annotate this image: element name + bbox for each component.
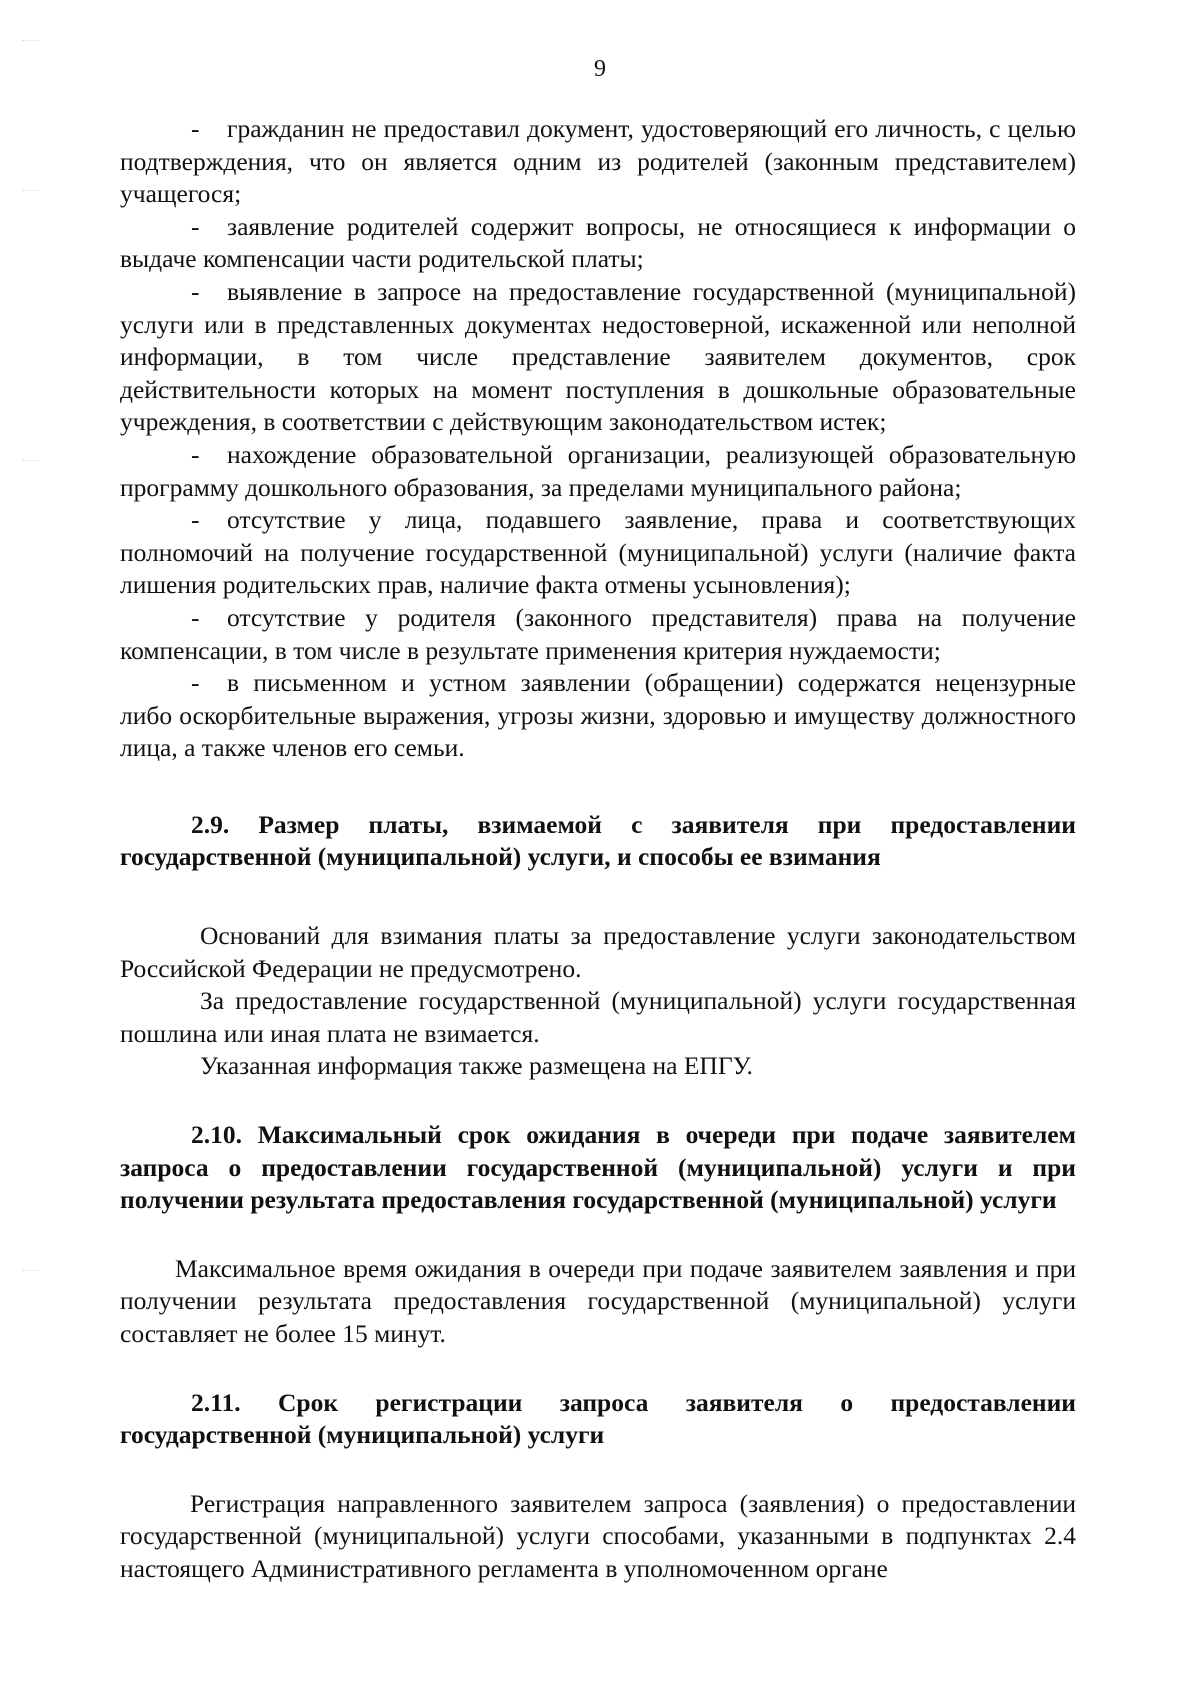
- list-item-text: заявление родителей содержит вопросы, не относящиеся к информации о выдаче компенсации части родительской платы;: [120, 211, 1076, 274]
- bullet-dash: -: [191, 439, 200, 469]
- spacer: [120, 1217, 1076, 1253]
- list-item: [120, 439, 1076, 504]
- spacer: [120, 765, 1076, 809]
- section-heading-2-9: 2.9. Размер платы, взимаемой с заявителя при предоставлении государственной (муниципальной) услуги, и способы ее взимания: [120, 809, 1076, 872]
- paragraph: Регистрация направленного заявителем запроса (заявления) о предоставлении государственной (муниципальной) услуги способами, указанными в подпунктах 2.4 настоящего Административного регламента в уполномоченном органе: [120, 1488, 1076, 1583]
- scan-artifact: [22, 460, 40, 471]
- bullet-dash: -: [191, 211, 200, 241]
- list-item: [120, 276, 1076, 439]
- list-item: [120, 211, 1076, 276]
- bullet-dash: -: [191, 276, 200, 306]
- list-item-text: нахождение образовательной организации, реализующей образовательную программу дошкольного образования, за пределами муниципального района;: [120, 439, 1076, 502]
- list-item: [120, 504, 1076, 602]
- spacer: [120, 1351, 1076, 1387]
- spacer: [120, 874, 1076, 920]
- bullet-dash: -: [191, 114, 200, 143]
- scan-artifact: [22, 1270, 40, 1281]
- list-item: [120, 113, 1076, 211]
- document-body: [120, 113, 1076, 1586]
- section-heading-2-11: 2.11. Срок регистрации запроса заявителя о предоставлении государственной (муниципальной) услуги: [120, 1387, 1076, 1450]
- bullet-dash: -: [191, 602, 200, 632]
- scan-artifact: [22, 40, 40, 51]
- list-item: [120, 602, 1076, 667]
- list-item-text: гражданин не предоставил документ, удостоверяющий его личность, с целью подтверждения, что он является одним из родителей (законным представителем) учащегося;: [120, 114, 1076, 209]
- paragraph: Максимальное время ожидания в очереди при подаче заявителем заявления и при получении результата предоставления государственной (муниципальной) услуги составляет не более 15 минут.: [120, 1253, 1076, 1348]
- section-heading-2-10: 2.10. Максимальный срок ожидания в очереди при подаче заявителем запроса о предоставлении государственной (муниципальной) услуги и при получении результата предоставления государственной (муниципальной) услуги: [120, 1120, 1076, 1215]
- paragraph: За предоставление государственной (муниципальной) услуги государственная пошлина или иная плата не взимается.: [120, 986, 1076, 1048]
- paragraph: Оснований для взимания платы за предоставление услуги законодательством Российской Федерации не предусмотрено.: [120, 921, 1076, 983]
- scan-artifact: [22, 190, 40, 201]
- bullet-dash: -: [191, 505, 200, 535]
- bullet-dash: -: [191, 668, 200, 698]
- list-item-text: в письменном и устном заявлении (обращении) содержатся нецензурные либо оскорбительные выражения, угрозы жизни, здоровью и имуществу должностного лица, а также членов его семьи.: [120, 668, 1076, 763]
- list-item: [120, 667, 1076, 765]
- list-item-text: выявление в запросе на предоставление государственной (муниципальной) услуги или в представленных документах недостоверной, искаженной или неполной информации, в том числе представление заявителем документов, срок действительности которых на момент поступления в дошкольные образовательные учреждения, в соответствии с действующим законодательством истек;: [120, 276, 1076, 437]
- spacer: [120, 1083, 1076, 1119]
- page-number: 9: [594, 56, 606, 82]
- paragraph: Указанная информация также размещена на ЕПГУ.: [200, 1051, 753, 1081]
- list-item-text: отсутствие у лица, подавшего заявление, права и соответствующих полномочий на получение государственной (муниципальной) услуги (наличие факта лишения родительских прав, наличие факта отмены усыновления);: [120, 505, 1076, 600]
- list-item-text: отсутствие у родителя (законного представителя) права на получение компенсации, в том числе в результате применения критерия нуждаемости;: [120, 602, 1076, 665]
- spacer: [120, 1452, 1076, 1488]
